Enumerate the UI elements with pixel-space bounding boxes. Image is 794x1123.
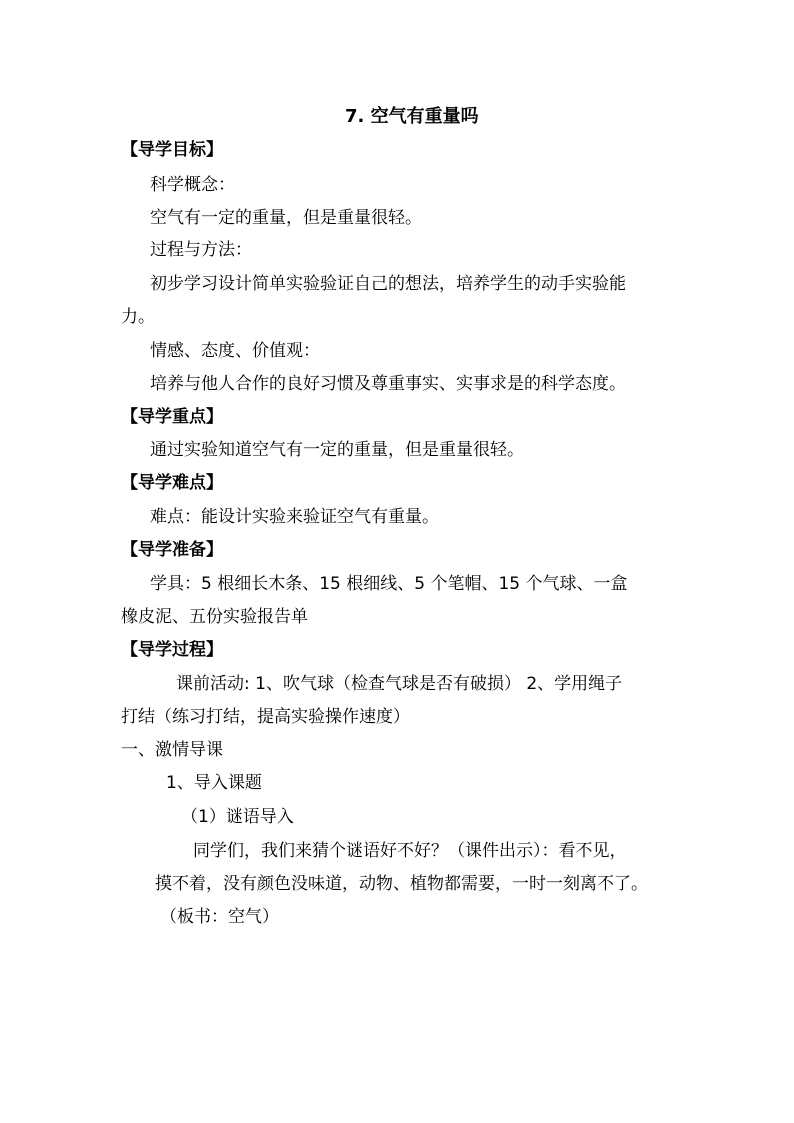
document-title: 7. 空气有重量吗 [345, 106, 479, 127]
riddle-text: 同学们，我们来猜个谜语好不好？（课件出示）：看不见， [193, 841, 627, 861]
preparation-text: 学具：5 根细长木条、15 根细线、5 个笔帽、15 个气球、一盒 [150, 574, 628, 594]
difficulties-text: 难点：能设计实验来验证空气有重量。 [150, 507, 439, 527]
science-concept-label: 科学概念： [150, 175, 235, 195]
riddle-text-cont: 摸不着，没有颜色没味道，动物、植物都需要，一时一刻离不了。 [155, 874, 648, 894]
difficulties-heading: 【导学难点】 [121, 473, 223, 493]
science-concept-text: 空气有一定的重量，但是重量很轻。 [150, 208, 422, 228]
process-method-label: 过程与方法： [150, 240, 252, 260]
preparation-text-cont: 橡皮泥、五份实验报告单 [121, 607, 308, 627]
subsection-heading: 1、导入课题 [166, 773, 262, 793]
process-heading: 【导学过程】 [121, 640, 223, 660]
process-method-text: 初步学习设计简单实验验证自己的想法，培养学生的动手实验能 [150, 274, 626, 294]
key-points-heading: 【导学重点】 [121, 407, 223, 427]
preparation-heading: 【导学准备】 [121, 540, 223, 560]
objectives-heading: 【导学目标】 [121, 140, 223, 160]
pre-class-activity: 课前活动: 1、吹气球（检查气球是否有破损） 2、学用绳子 [176, 674, 623, 694]
item-heading: （1）谜语导入 [181, 807, 294, 827]
key-points-text: 通过实验知道空气有一定的重量，但是重量很轻。 [150, 440, 524, 460]
process-method-text-cont: 力。 [121, 307, 155, 327]
board-note: （板书：空气） [160, 907, 279, 927]
attitude-text: 培养与他人合作的良好习惯及尊重事实、实事求是的科学态度。 [150, 374, 626, 394]
section-heading: 一、激情导课 [121, 740, 223, 760]
attitude-label: 情感、态度、价值观： [150, 341, 320, 361]
pre-class-activity-cont: 打结（练习打结，提高实验操作速度） [121, 707, 410, 727]
